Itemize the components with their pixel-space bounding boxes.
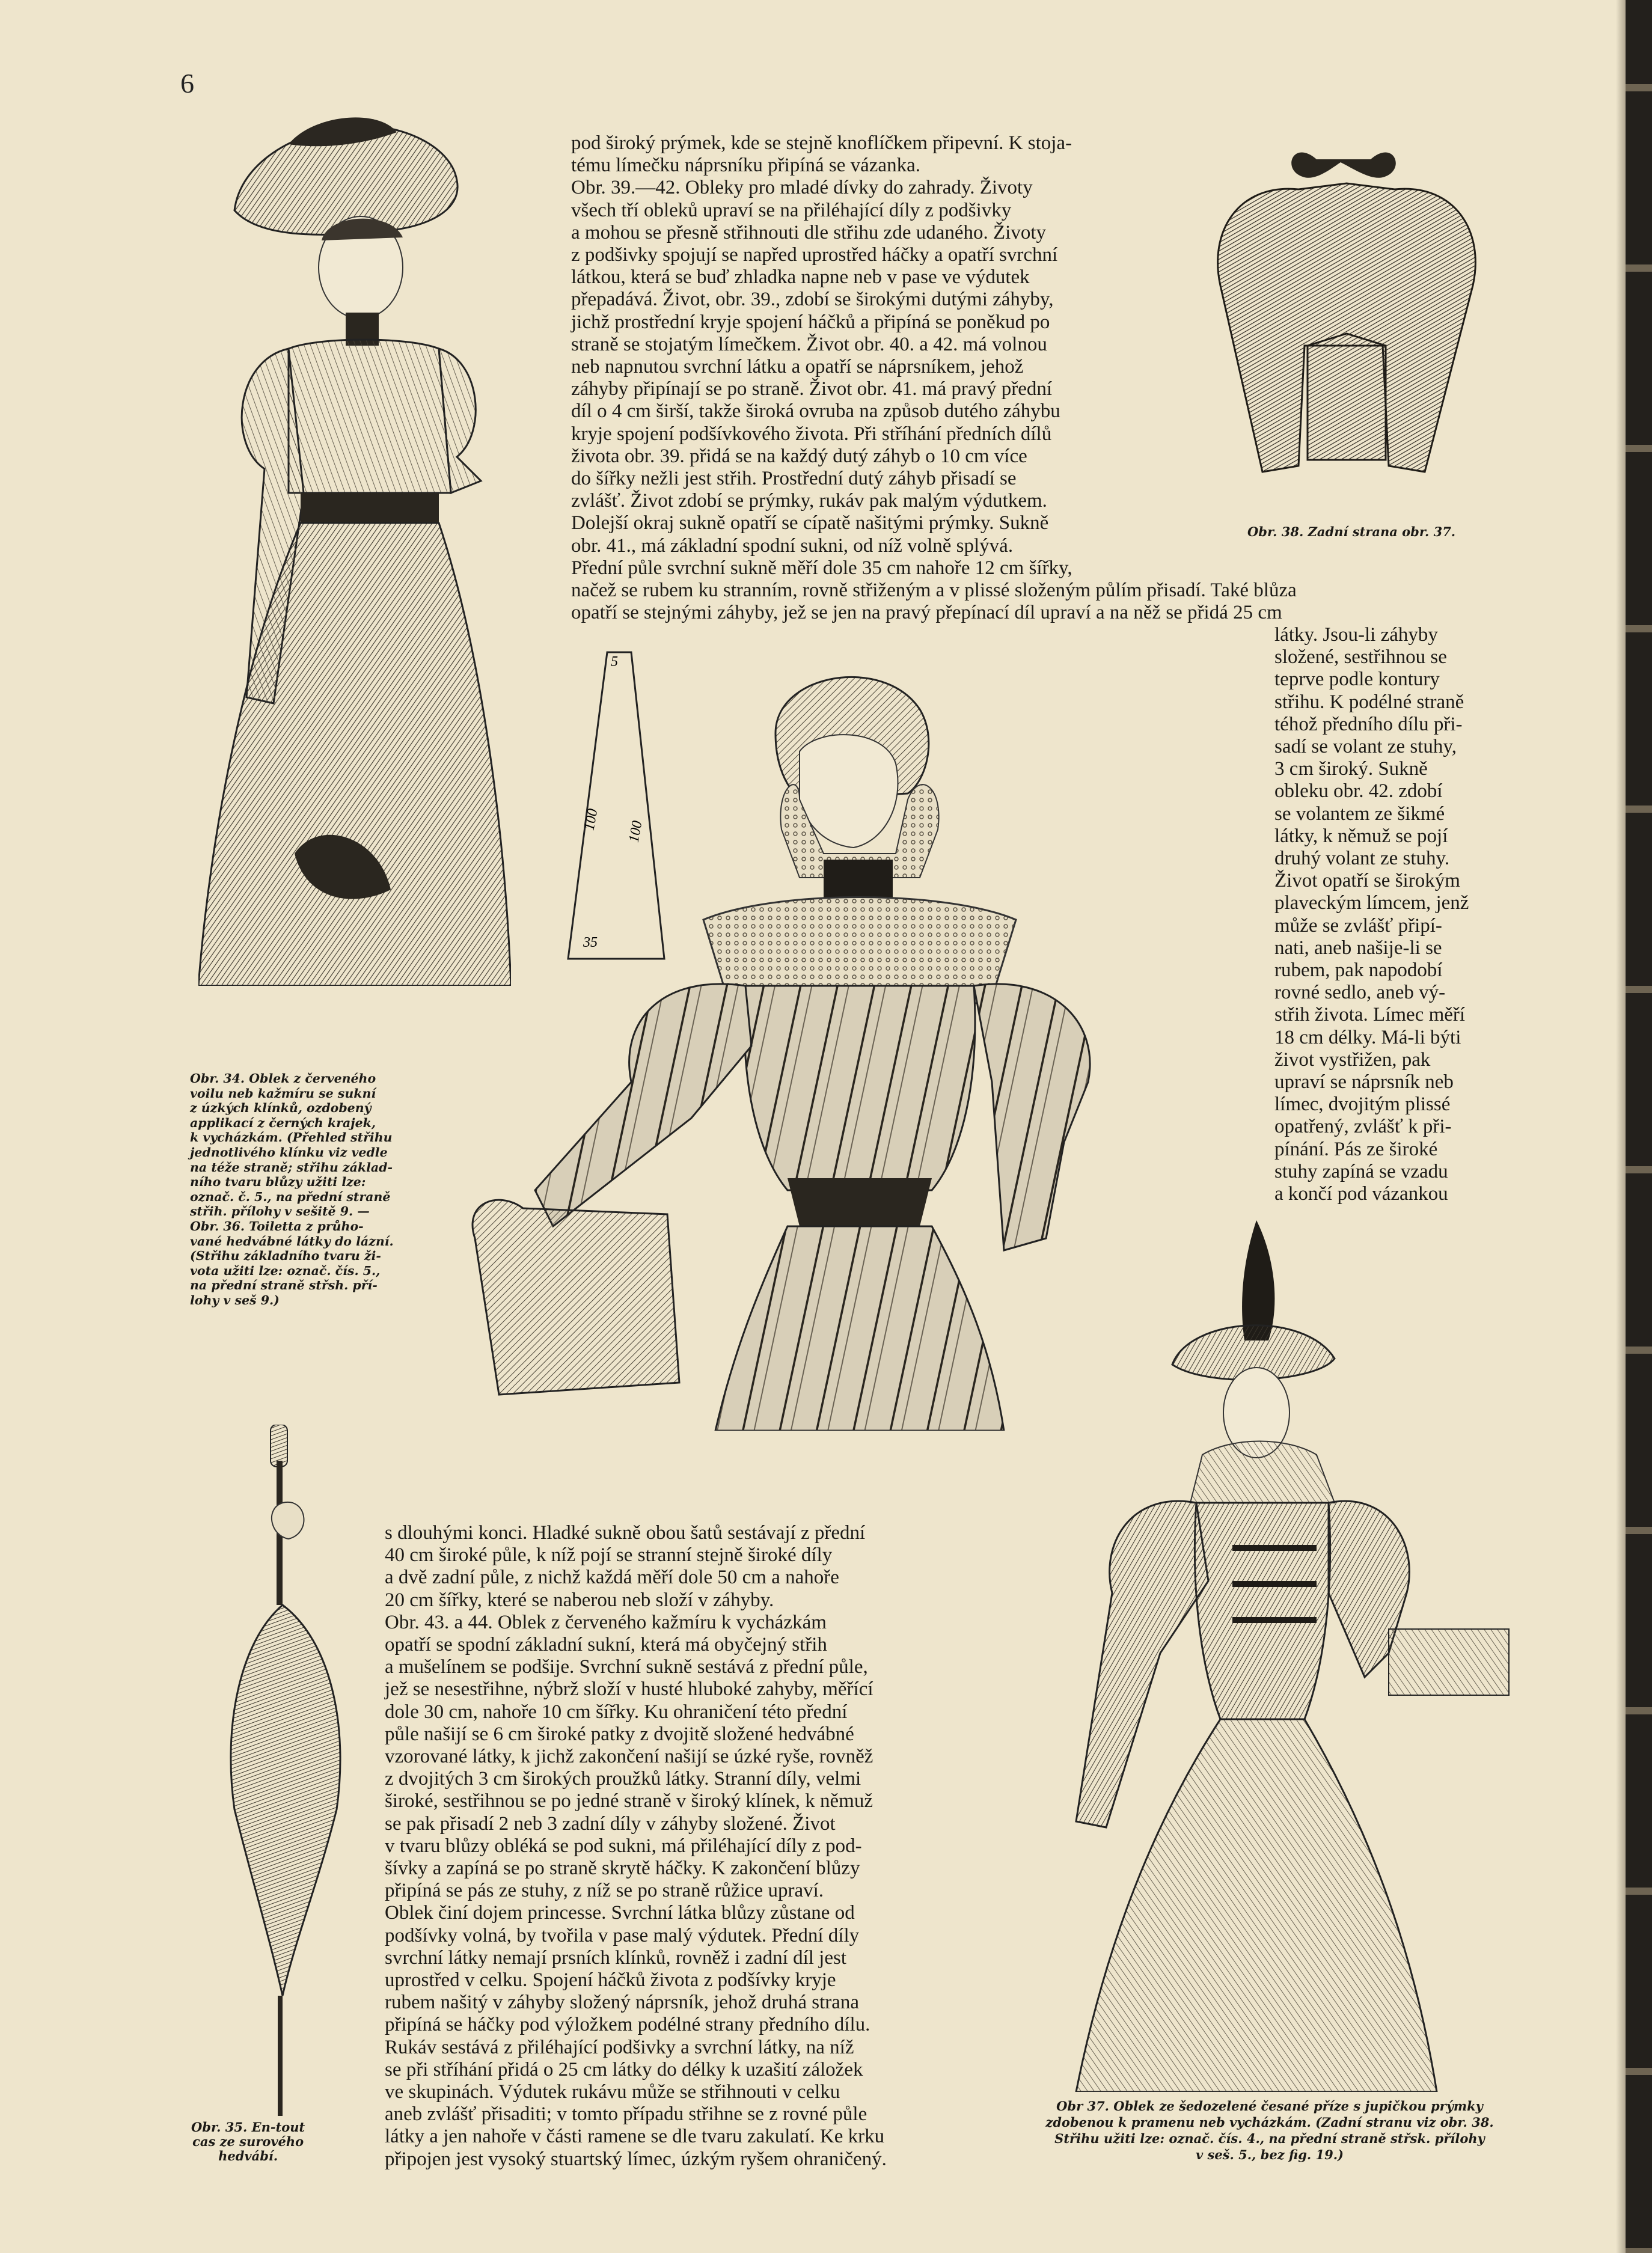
caption-obr-34-36: Obr. 34. Oblek z červeného voilu neb kažmíru se sukní z úzkých klínků, ozdobený applikací z černých krajek, k vycházkám. (Přehled střihu jednotlivého klínku viz vedle na téže straně; střihu základ- ního tvaru blůzy užiti lze: označ. č. 5., na přední straně střih. přílohy v sešitě 9. — Obr. 36. Toiletta z průho- vané hedvábné látky do lázní. (Střihu základního tvaru ži- vota užiti lze: označ. čís. 5., na přední straně střsh. pří- lohy v seš 9.) [190, 1071, 394, 1307]
article-top-paragraphs: pod široký prýmek, kde se stejně knoflíčkem připevní. K stoja- tému límečku náprsníku připíná se vázanka. Obr. 39.—42. Obleky pro mladé dívky do zahrady. Životy všech tří obleků upraví se na přiléhající díly z podšivky a mohou se přesně střihnouti dle střihu zde udaného. Životy z podšivky spojují se napřed uprostřed háčky a opatří svrchní látkou, která se buď zhladka napne neb v pase ve výdutek přepadává. Život, obr. 39., zdobí se širokými dutými záhyby, jichž prostřední kryje spojení háčků a připíná se poněkud po straně se stojatým límečkem. Život obr. 40. a 42. má volnou neb napnutou svrchní látku a opatří se náprsníkem, jehož záhyby připínají se po straně. Život obr. 41. má pravý přední díl o 4 cm širší, takže široká ovruba na způsob dutého záhybu kryje spojení podšívkového života. Při stříhání předních dílů života obr. 39. přidá se na každý dutý záhyb o 10 cm více do šířky nežli jest střih. Prostřední dutý záhyb přisadí se zvlášť. Život zdobí se prýmky, rukáv pak malým výdutkem. Dolejší okraj sukně opatří se cípatě našitými prýmky. Sukně obr. 41., má základní spodní sukni, od níž volně splývá. Přední půle svrchní sukně měří dole 35 cm nahoře 12 cm šířky, [571, 132, 1072, 579]
caption-obr-38: Obr. 38. Zadní strana obr. 37. [1247, 524, 1456, 539]
bodice-back-illustration [1202, 135, 1491, 478]
lady-right-illustration [1052, 1220, 1515, 2092]
page-number: 6 [180, 68, 194, 99]
binding-gutter [1626, 0, 1652, 2253]
pattern-label-bottom: 35 [583, 935, 598, 950]
umbrella-illustration [216, 1425, 355, 2116]
pattern-label-right: 100 [626, 819, 646, 844]
caption-obr-37: Obr 37. Oblek ze šedozelené česané příze s jupičkou prýmky zdobenou k pramenu neb vycházkám. (Zadní stranu viz obr. 38. Střihu užiti lze: označ. čís. 4., na přední straně střsk. přílohy v seš. 5., bez fig. 19.) [1045, 2099, 1494, 2162]
article-wide-line-1: načež se rubem ku stranním, rovně střiženým a v plissé složeným půlím přisadí. Také blůza [571, 579, 1297, 601]
article-right-column: látky. Jsou-li záhyby složené, sestřihnou se teprve podle kontury střihu. K podélné straně téhož předního dílu při- sadí se volant ze stuhy, 3 cm široký. Sukně obleku obr. 42. zdobí se volantem ze šikmé látky, k němuž se pojí druhý volant ze stuhy. Život opatří se širokým plaveckým límcem, jenž může se zvlášť připí- nati, aneb našije-li se rubem, pak napodobí rovné sedlo, aneb vý- střih života. Límec měří 18 cm délky. Má-li býti život vystřižen, pak upraví se náprsník neb límec, dvojitým plissé opatřený, zvlášť k při- pínání. Pás ze široké stuhy zapíná se vzadu a končí pod vázankou [1274, 624, 1469, 1205]
caption-obr-35: Obr. 35. En-tout cas ze surového hedvábí. [191, 2120, 305, 2163]
article-wide-line-2: opatří se stejnými záhyby, jež se jen na pravý přepínací díl upraví a na něž se přidá 25 cm [571, 602, 1282, 623]
article-bottom-paragraphs: s dlouhými konci. Hladké sukně obou šatů sestávají z přední 40 cm široké půle, k níž pojí se stranní stejně široké díly a dvě zadní půle, z nichž každá měří dole 50 cm a nahoře 20 cm šířky, které se naberou neb složí v záhyby. Obr. 43. a 44. Oblek z červeného kažmíru k vycházkám opatří se spodní základní sukní, která má obyčejný střih a mušelínem se podšije. Svrchní sukně sestává z přední půle, jež se nesestřihne, nýbrž složí v husté hluboké zahyby, měřící dole 30 cm, nahoře 10 cm šířky. Ku ohraničení této přední půle našijí se 6 cm široké patky z dvojitě složené hedvábné vzorované látky, k jichž zakončení našijí se úzké ryše, rovněž z dvojitých 3 cm širokých proužků látky. Stranní díly, velmi široké, sestřihnou se po jedné straně v široký klínek, k němuž se pak přisadí 2 neb 3 zadní díly v záhyby složené. Život v tvaru blůzy obléká se pod sukni, má přiléhající díly z pod- šívky a zapíná se po straně skrytě háčky. K zakončení blůzy připíná se pás ze stuhy, z níž se po straně růžice upraví. Oblek činí dojem princesse. Svrchní látka blůzy zůstane od podšívky volná, by tvořila v pase malý výdutek. Přední díly svrchní látky nemají prsních klínků, rovněž i zadní díl jest uprostřed v celku. Spojení háčků života z podšívky kryje rubem našitý v záhyby složený náprsník, jehož druhá strana připíná se háčky pod výložkem podélné strany předního dílu. Rukáv sestává z přiléhající podšivky a svrchní látky, na níž se při stříhání přidá o 25 cm látky do délky k uzašití záložek ve skupinách. Výdutek rukávu může se střihnouti v celku aneb zvlášť přisaditi; v tomto případu střihne se z rovné půle látky a jen nahoře v části ramene se dle tvaru zakulatí. Ke krku připojen jest vysoký stuartský límec, úzkým ryšem ohraničený. [385, 1522, 887, 2170]
pattern-label-top: 5 [611, 654, 618, 670]
pattern-label-left: 100 [581, 807, 601, 832]
